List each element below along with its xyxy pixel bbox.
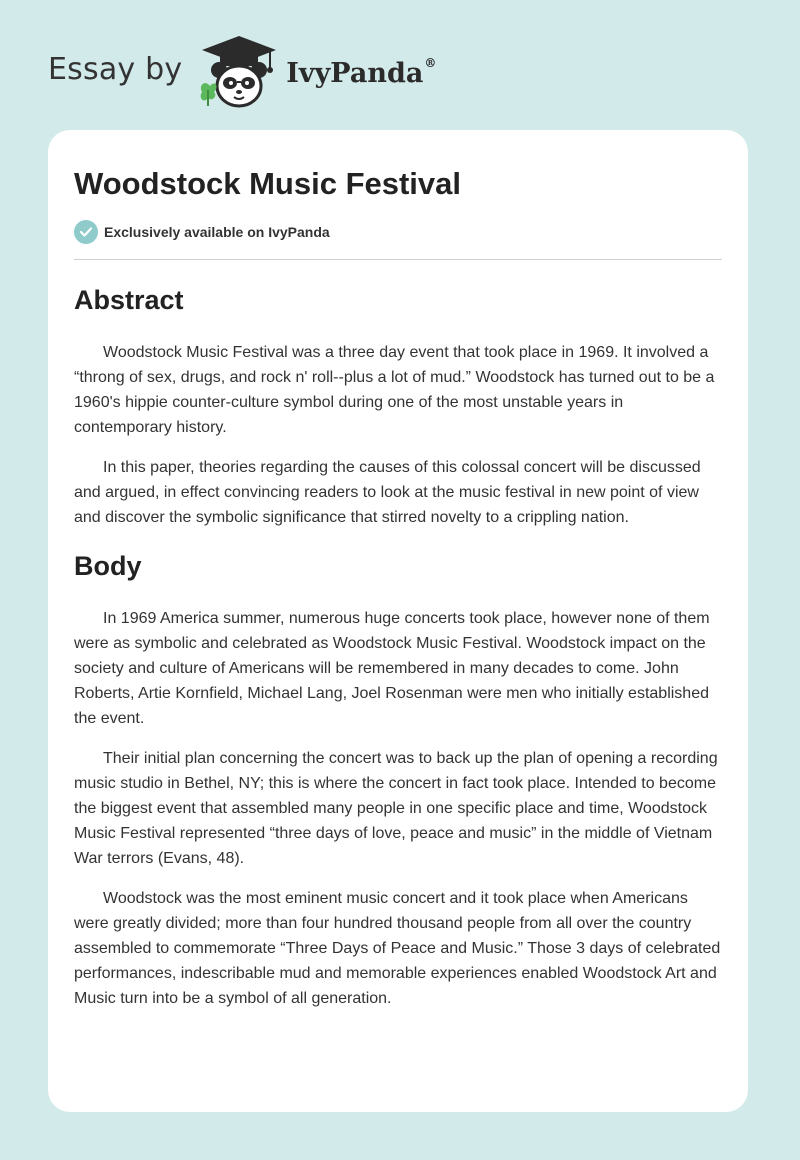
check-icon	[74, 220, 98, 244]
registered-mark: ®	[424, 55, 437, 70]
paragraph: Woodstock was the most eminent music concert and it took place when Americans were greatly divided; more than four hundred thousand people from all over the country assembled to commemorate “Three Days of Peace and Music.” Those 3 days of celebrated performances, indescribable mud and memorable experiences enabled Woodstock Art and Music turn into be a symbol of all generation.	[74, 890, 721, 1007]
paragraph: In 1969 America summer, numerous huge concerts took place, however none of them were as symbolic and celebrated as Woodstock Music Festival. Woodstock impact on the society and culture of Americans will be remembered in many decades to come. John Roberts, Artie Kornfield, Michael Lang, Joel Rosenman were men who initially established the event.	[74, 610, 710, 727]
essay-card	[48, 130, 748, 1112]
paragraph: Their initial plan concerning the concert was to back up the plan of opening a recording music studio in Bethel, NY; this is where the concert in fact took place. Intended to become the biggest event that assembled many people in one specific place and time, Woodstock Music Festival represented “three days of love, peace and music” in the middle of Vietnam War terrors (Evans, 48).	[74, 750, 718, 867]
site-header	[48, 34, 436, 108]
section-heading-abstract: Abstract	[74, 285, 184, 315]
brand-name[interactable]: IvyPanda®	[286, 55, 437, 89]
badge-label: Exclusively available on IvyPanda	[104, 224, 330, 240]
paragraph: Woodstock Music Festival was a three day event that took place in 1969. It involved a “throng of sex, drugs, and rock n' roll--plus a lot of mud.” Woodstock has turned out to be a 1960's hippie counter-culture symbol during one of the most unstable years in contemporary history.	[74, 344, 715, 436]
exclusive-badge	[74, 220, 722, 244]
paragraph: In this paper, theories regarding the causes of this colossal concert will be discussed and argued, in effect convincing readers to look at the music festival in new point of view and discover the symbolic significance that stirred novelty to a crippling nation.	[74, 459, 701, 526]
panda-logo-icon[interactable]	[196, 34, 282, 108]
page-title: Woodstock Music Festival	[74, 166, 462, 201]
essay-by-label: Essay by	[48, 51, 183, 87]
divider	[74, 259, 722, 260]
section-heading-body: Body	[74, 551, 142, 581]
